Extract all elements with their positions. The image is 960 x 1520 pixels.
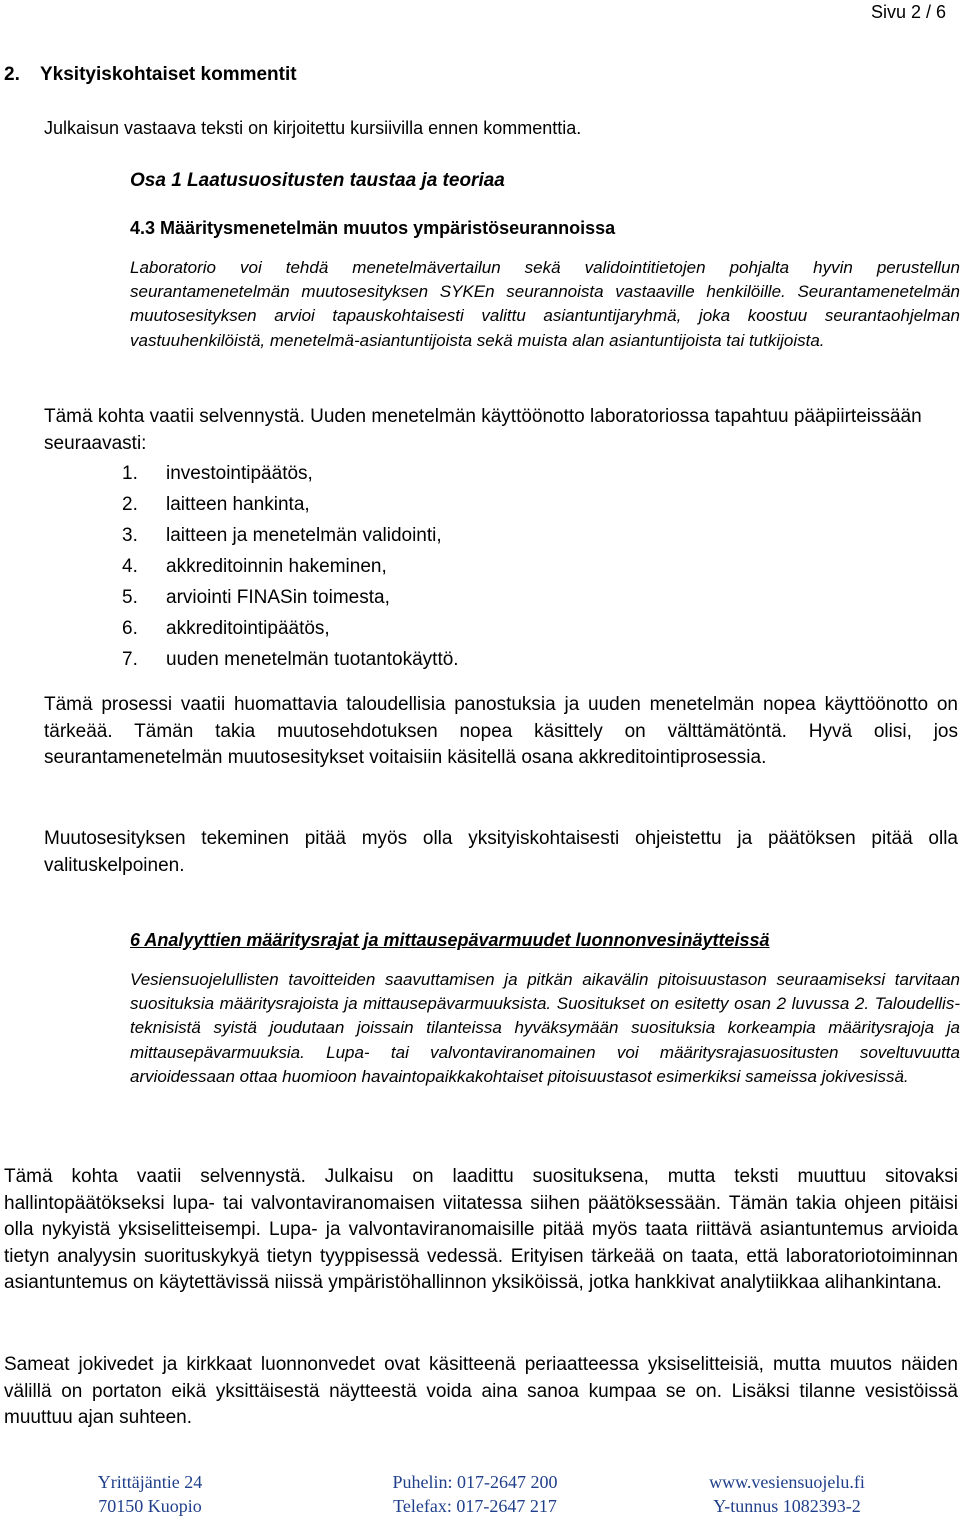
footer-contact: [360, 1470, 590, 1518]
footer-address: [60, 1470, 240, 1518]
list-item: 7. uuden menetelmän tuotantokäyttö.: [122, 649, 459, 670]
footer-fax: Telefax: 017-2647 217: [393, 1496, 557, 1516]
subsection-heading: 4.3 Määritysmenetelmän muutos ympäristöseurannoissa: [130, 218, 616, 238]
process-steps-list: [122, 458, 459, 675]
page-number: Sivu 2 / 6: [870, 2, 946, 22]
comment-paragraph-3: Muutosesityksen tekeminen pitää myös olla yksityiskohtaisesti ohjeistettu ja päätöksen pitää olla valituskelpoinen.: [44, 828, 958, 876]
comment-paragraph-2: Tämä prosessi vaatii huomattavia taloudellisia panostuksia ja uuden menetelmän nopea käyttöönotto on tärkeää. Tämän takia muutosehdotuksen nopea käsittely on välttämätöntä. Hyvä olisi, jos seurantamenetelmän muutosesitykset voitaisiin käsitellä osana akkreditointiprosessia.: [44, 694, 958, 769]
list-item: 4. akkreditoinnin hakeminen,: [122, 556, 387, 577]
section-title: Yksityiskohtaiset kommentit: [40, 64, 297, 85]
quoted-text-limits: Vesiensuojelullisten tavoitteiden saavuttamisen ja pitkän aikavälin pitoisuustason seuraamiseksi tarvitaan suosituksia määritysrajoista ja mittausepävarmuuksista. Suositukset on esitetty osan 2 luvussa 2. Taloudellis-teknisistä syistä joudutaan joissain tilanteissa hyväksymään suosituksia korkeampia määritysrajoja ja mittausepävarmuuksia. Lupa- tai valvontaviranomainen voi määritysrajasuositusten soveltuvuutta arvioidessaan ottaa huomioon havaintopaikkakohtaiset pitoisuustasot esimerkiksi sameissa jokivesissä.: [130, 970, 960, 1086]
quoted-text-methods: Laboratorio voi tehdä menetelmävertailun sekä validointitietojen pohjalta hyvin perustellun seurantamenetelmän muutosesityksen SYKEn seurannoista vastaaville henkilöille. Seurantamenetelmän muutosesityksen arvioi tapauskohtaisesti valittu asiantuntijaryhmä, joka koostuu seurantaohjelman vastuuhenkilöistä, menetelmä-asiantuntijoista sekä muista alan asiantuntijoista tai tutkijoista.: [130, 258, 960, 350]
list-item: 1. investointipäätös,: [122, 463, 313, 484]
section-number: 2.: [4, 64, 20, 85]
comment-paragraph-1: Tämä kohta vaatii selvennystä. Uuden menetelmän käyttöönotto laboratoriossa tapahtuu pääpiirteissään seuraavasti:: [44, 406, 922, 454]
footer-web: [672, 1470, 902, 1518]
intro-text: Julkaisun vastaava teksti on kirjoitettu kursiivilla ennen kommenttia.: [44, 118, 582, 138]
list-item: 3. laitteen ja menetelmän validointi,: [122, 525, 442, 546]
footer-city: 70150 Kuopio: [98, 1496, 202, 1516]
footer-website[interactable]: www.vesiensuojelu.fi: [709, 1472, 865, 1492]
list-item: 2. laitteen hankinta,: [122, 494, 310, 515]
footer-street: Yrittäjäntie 24: [97, 1472, 203, 1492]
comment-paragraph-5: Sameat jokivedet ja kirkkaat luonnonvedet ovat käsitteenä periaatteessa yksiselitteisiä, mutta muutos näiden välillä on portaton eikä yksittäisestä näytteestä voida aina sanoa kumpaa se on. Lisäksi tilanne vesistöissä muuttuu ajan suhteen.: [4, 1354, 958, 1429]
part-heading: Osa 1 Laatusuositusten taustaa ja teoriaa: [130, 170, 505, 191]
footer-business-id: Y-tunnus 1082393-2: [713, 1496, 861, 1516]
section-heading: [4, 64, 297, 86]
list-item: 6. akkreditointipäätös,: [122, 618, 330, 639]
list-item: 5. arviointi FINASin toimesta,: [122, 587, 390, 608]
footer-phone: Puhelin: 017-2647 200: [392, 1472, 558, 1492]
comment-paragraph-4: Tämä kohta vaatii selvennystä. Julkaisu on laadittu suosituksena, mutta teksti muuttuu sitovaksi hallintopäätökseksi lupa- tai valvontaviranomaisen viitatessa siihen päätöksessään. Tämän takia ohjeen pitäisi olla nykyistä yksiselitteisempi. Lupa- ja valvontaviranomaisille pitää myös taata riittävä asiantuntemus arvioida tietyn analyysin suorituskykyä tietyn tyyppisessä vedessä. Erityisen tärkeää on taata, että laboratoriotoiminnan asiantuntemus on käytettävissä niissä ympäristöhallinnon yksiköissä, jotka hankkivat analytiikkaa alihankintana.: [4, 1166, 958, 1294]
subsection-heading-6: 6 Analyyttien määritysrajat ja mittausepävarmuudet luonnonvesinäytteissä: [130, 930, 770, 950]
